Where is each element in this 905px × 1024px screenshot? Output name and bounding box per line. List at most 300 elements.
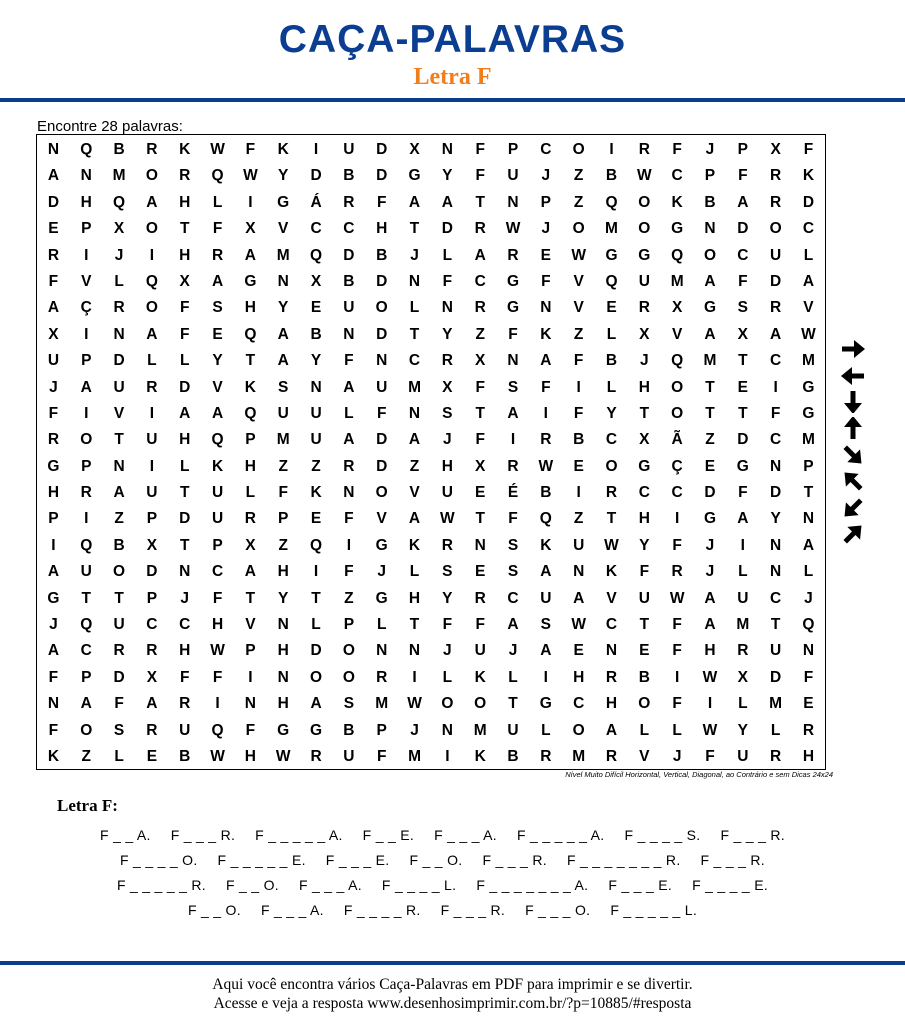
- grid-cell[interactable]: W: [538, 457, 554, 475]
- grid-cell[interactable]: O: [310, 668, 323, 686]
- grid-cell[interactable]: E: [803, 695, 814, 713]
- grid-cell[interactable]: J: [443, 431, 452, 449]
- grid-cell[interactable]: B: [113, 141, 125, 158]
- grid-cell[interactable]: I: [543, 404, 548, 422]
- grid-cell[interactable]: D: [704, 484, 716, 502]
- grid-cell[interactable]: I: [445, 747, 450, 765]
- grid-cell[interactable]: Z: [573, 167, 584, 185]
- grid-cell[interactable]: T: [639, 404, 650, 422]
- grid-cell[interactable]: J: [640, 352, 649, 370]
- grid-cell[interactable]: A: [47, 642, 60, 660]
- grid-cell[interactable]: F: [245, 141, 256, 158]
- grid-cell[interactable]: R: [737, 642, 749, 660]
- grid-cell[interactable]: G: [703, 299, 716, 317]
- grid-cell[interactable]: M: [736, 616, 750, 634]
- grid-cell[interactable]: W: [210, 642, 225, 660]
- grid-cell[interactable]: Z: [278, 536, 288, 554]
- grid-cell[interactable]: O: [572, 721, 585, 739]
- grid-cell[interactable]: S: [507, 378, 519, 396]
- grid-cell[interactable]: O: [145, 167, 158, 185]
- grid-cell[interactable]: R: [47, 431, 60, 449]
- grid-cell[interactable]: Q: [80, 536, 93, 554]
- grid-cell[interactable]: X: [639, 325, 650, 343]
- grid-cell[interactable]: J: [443, 642, 452, 660]
- grid-cell[interactable]: F: [803, 668, 814, 686]
- grid-cell[interactable]: T: [475, 193, 485, 211]
- grid-cell[interactable]: B: [638, 668, 650, 686]
- grid-cell[interactable]: A: [770, 325, 782, 343]
- grid-cell[interactable]: Ç: [671, 457, 683, 475]
- grid-cell[interactable]: H: [179, 246, 191, 264]
- grid-cell[interactable]: G: [638, 457, 651, 475]
- grid-cell[interactable]: P: [81, 457, 92, 475]
- grid-cell[interactable]: P: [81, 220, 92, 238]
- grid-cell[interactable]: G: [375, 589, 388, 607]
- grid-cell[interactable]: Z: [573, 325, 584, 343]
- grid-cell[interactable]: X: [671, 299, 683, 317]
- grid-cell[interactable]: U: [179, 721, 191, 739]
- grid-cell[interactable]: L: [541, 721, 551, 739]
- grid-cell[interactable]: Q: [244, 325, 257, 343]
- grid-cell[interactable]: N: [605, 642, 618, 660]
- grid-cell[interactable]: A: [80, 378, 92, 396]
- grid-cell[interactable]: E: [310, 510, 322, 528]
- grid-cell[interactable]: W: [275, 747, 291, 765]
- grid-cell[interactable]: G: [277, 193, 290, 211]
- grid-cell[interactable]: S: [113, 721, 125, 739]
- grid-cell[interactable]: T: [114, 431, 124, 449]
- grid-cell[interactable]: E: [606, 299, 617, 317]
- grid-cell[interactable]: F: [212, 220, 223, 238]
- grid-cell[interactable]: N: [277, 272, 289, 290]
- grid-cell[interactable]: F: [442, 616, 453, 634]
- grid-cell[interactable]: X: [48, 325, 59, 343]
- grid-cell[interactable]: M: [408, 747, 421, 765]
- grid-cell[interactable]: V: [113, 404, 125, 422]
- grid-cell[interactable]: K: [310, 484, 322, 502]
- grid-cell[interactable]: D: [47, 193, 60, 211]
- grid-cell[interactable]: X: [737, 325, 748, 343]
- grid-cell[interactable]: M: [605, 220, 618, 238]
- grid-cell[interactable]: H: [244, 299, 256, 317]
- grid-cell[interactable]: Y: [278, 299, 289, 317]
- grid-cell[interactable]: N: [540, 299, 552, 317]
- grid-cell[interactable]: R: [540, 747, 552, 765]
- grid-cell[interactable]: Z: [475, 325, 485, 343]
- grid-cell[interactable]: Z: [81, 747, 91, 765]
- grid-cell[interactable]: A: [179, 404, 191, 422]
- grid-cell[interactable]: Y: [278, 589, 289, 607]
- grid-cell[interactable]: D: [770, 484, 782, 502]
- grid-cell[interactable]: G: [244, 272, 257, 290]
- grid-cell[interactable]: W: [440, 510, 455, 528]
- grid-cell[interactable]: C: [605, 616, 618, 634]
- grid-cell[interactable]: T: [475, 510, 485, 528]
- grid-cell[interactable]: O: [605, 457, 618, 475]
- grid-cell[interactable]: H: [638, 378, 650, 396]
- grid-cell[interactable]: B: [343, 167, 355, 185]
- grid-cell[interactable]: R: [310, 747, 322, 765]
- grid-cell[interactable]: I: [149, 457, 155, 475]
- grid-cell[interactable]: F: [376, 404, 387, 422]
- grid-cell[interactable]: G: [47, 589, 60, 607]
- grid-cell[interactable]: T: [738, 404, 748, 422]
- grid-cell[interactable]: F: [179, 299, 190, 317]
- grid-cell[interactable]: Q: [211, 721, 224, 739]
- grid-cell[interactable]: L: [409, 299, 420, 317]
- grid-cell[interactable]: T: [409, 616, 420, 634]
- grid-cell[interactable]: U: [343, 299, 355, 317]
- grid-cell[interactable]: F: [245, 721, 256, 739]
- grid-cell[interactable]: G: [605, 246, 618, 264]
- grid-cell[interactable]: I: [149, 404, 155, 422]
- grid-cell[interactable]: W: [801, 325, 816, 343]
- grid-cell[interactable]: F: [48, 404, 59, 422]
- grid-cell[interactable]: L: [442, 668, 453, 686]
- grid-cell[interactable]: W: [571, 616, 586, 634]
- grid-cell[interactable]: K: [802, 167, 815, 185]
- grid-cell[interactable]: B: [343, 721, 355, 739]
- grid-cell[interactable]: G: [408, 167, 421, 185]
- grid-cell[interactable]: F: [508, 510, 518, 528]
- grid-cell[interactable]: S: [540, 616, 551, 634]
- grid-cell[interactable]: V: [573, 272, 584, 290]
- grid-cell[interactable]: O: [113, 563, 126, 581]
- grid-cell[interactable]: W: [505, 220, 521, 238]
- grid-cell[interactable]: I: [609, 141, 614, 158]
- grid-cell[interactable]: O: [703, 246, 716, 264]
- grid-cell[interactable]: L: [114, 747, 124, 765]
- grid-cell[interactable]: A: [540, 563, 552, 581]
- grid-cell[interactable]: U: [770, 642, 782, 660]
- grid-cell[interactable]: A: [474, 246, 486, 264]
- grid-cell[interactable]: P: [540, 193, 551, 211]
- grid-cell[interactable]: V: [376, 510, 387, 528]
- grid-cell[interactable]: A: [47, 167, 60, 185]
- grid-cell[interactable]: B: [113, 536, 125, 554]
- grid-cell[interactable]: A: [605, 721, 618, 739]
- grid-cell[interactable]: M: [473, 721, 487, 739]
- grid-cell[interactable]: X: [770, 141, 781, 158]
- grid-cell[interactable]: O: [145, 299, 158, 317]
- grid-cell[interactable]: J: [49, 616, 58, 634]
- grid-cell[interactable]: N: [277, 616, 289, 634]
- grid-cell[interactable]: Y: [442, 167, 453, 185]
- grid-cell[interactable]: X: [409, 141, 420, 158]
- grid-cell[interactable]: N: [573, 563, 585, 581]
- grid-cell[interactable]: Q: [145, 272, 158, 290]
- grid-cell[interactable]: A: [277, 352, 289, 370]
- grid-cell[interactable]: F: [344, 510, 354, 528]
- grid-cell[interactable]: B: [540, 484, 552, 502]
- grid-cell[interactable]: Y: [737, 721, 748, 739]
- grid-cell[interactable]: G: [736, 457, 749, 475]
- grid-cell[interactable]: U: [638, 272, 650, 290]
- grid-cell[interactable]: N: [179, 563, 191, 581]
- grid-cell[interactable]: Q: [671, 352, 684, 370]
- grid-cell[interactable]: U: [737, 589, 749, 607]
- grid-cell[interactable]: F: [672, 616, 682, 634]
- grid-cell[interactable]: D: [802, 193, 815, 211]
- grid-cell[interactable]: R: [802, 721, 815, 739]
- grid-cell[interactable]: A: [737, 510, 749, 528]
- grid-cell[interactable]: E: [737, 378, 748, 396]
- grid-cell[interactable]: R: [605, 484, 618, 502]
- footer-line-2[interactable]: Acesse e veja a resposta www.desenhosimprimir.com.br/?p=10885/#resposta: [213, 995, 692, 1012]
- grid-cell[interactable]: O: [342, 642, 355, 660]
- grid-cell[interactable]: X: [179, 272, 190, 290]
- grid-cell[interactable]: P: [737, 141, 748, 158]
- grid-cell[interactable]: A: [343, 378, 355, 396]
- grid-cell[interactable]: O: [638, 193, 651, 211]
- grid-cell[interactable]: P: [245, 431, 256, 449]
- grid-cell[interactable]: F: [672, 695, 682, 713]
- grid-cell[interactable]: L: [409, 563, 420, 581]
- grid-cell[interactable]: R: [540, 431, 552, 449]
- grid-cell[interactable]: Ç: [80, 299, 92, 317]
- grid-cell[interactable]: K: [408, 536, 421, 554]
- grid-cell[interactable]: Z: [344, 589, 354, 607]
- grid-cell[interactable]: F: [541, 272, 551, 290]
- grid-cell[interactable]: K: [474, 668, 486, 686]
- grid-cell[interactable]: J: [705, 141, 715, 158]
- grid-cell[interactable]: F: [179, 325, 190, 343]
- grid-cell[interactable]: H: [179, 193, 191, 211]
- grid-cell[interactable]: A: [211, 272, 224, 290]
- grid-cell[interactable]: S: [212, 299, 223, 317]
- grid-cell[interactable]: N: [770, 563, 782, 581]
- grid-cell[interactable]: J: [804, 589, 813, 607]
- grid-cell[interactable]: R: [376, 668, 388, 686]
- grid-cell[interactable]: N: [310, 378, 322, 396]
- grid-cell[interactable]: J: [705, 563, 715, 581]
- grid-cell[interactable]: T: [705, 404, 715, 422]
- grid-cell[interactable]: V: [639, 747, 650, 765]
- grid-cell[interactable]: P: [704, 167, 716, 185]
- grid-cell[interactable]: O: [145, 220, 158, 238]
- grid-cell[interactable]: L: [344, 404, 354, 422]
- grid-cell[interactable]: J: [180, 589, 190, 607]
- grid-cell[interactable]: P: [245, 642, 256, 660]
- grid-cell[interactable]: B: [605, 167, 618, 185]
- grid-cell[interactable]: K: [179, 141, 191, 158]
- grid-cell[interactable]: I: [543, 668, 548, 686]
- grid-cell[interactable]: I: [248, 193, 253, 211]
- grid-cell[interactable]: V: [671, 325, 683, 343]
- grid-cell[interactable]: F: [344, 563, 354, 581]
- grid-cell[interactable]: Y: [770, 510, 781, 528]
- grid-cell[interactable]: T: [179, 536, 190, 554]
- grid-cell[interactable]: Y: [442, 589, 453, 607]
- grid-cell[interactable]: X: [639, 431, 650, 449]
- grid-cell[interactable]: B: [179, 747, 191, 765]
- grid-cell[interactable]: S: [507, 536, 519, 554]
- grid-cell[interactable]: E: [639, 642, 650, 660]
- grid-cell[interactable]: L: [508, 668, 518, 686]
- grid-cell[interactable]: K: [211, 457, 224, 475]
- grid-cell[interactable]: X: [245, 536, 256, 554]
- grid-cell[interactable]: Q: [113, 193, 126, 211]
- grid-cell[interactable]: B: [605, 352, 618, 370]
- grid-cell[interactable]: G: [506, 272, 520, 290]
- grid-cell[interactable]: D: [343, 246, 355, 264]
- grid-cell[interactable]: D: [179, 510, 191, 528]
- grid-cell[interactable]: P: [81, 352, 92, 370]
- grid-cell[interactable]: L: [114, 272, 124, 290]
- grid-cell[interactable]: N: [47, 141, 60, 158]
- grid-cell[interactable]: É: [507, 484, 519, 502]
- grid-cell[interactable]: G: [47, 457, 60, 475]
- grid-cell[interactable]: B: [704, 193, 716, 211]
- grid-cell[interactable]: J: [410, 721, 419, 739]
- grid-cell[interactable]: U: [146, 484, 158, 502]
- grid-cell[interactable]: C: [80, 642, 92, 660]
- grid-cell[interactable]: F: [803, 141, 814, 158]
- grid-cell[interactable]: M: [375, 695, 389, 713]
- grid-cell[interactable]: G: [375, 536, 388, 554]
- grid-cell[interactable]: A: [802, 536, 815, 554]
- grid-cell[interactable]: J: [114, 246, 124, 264]
- grid-cell[interactable]: Z: [573, 193, 584, 211]
- grid-cell[interactable]: H: [277, 563, 289, 581]
- grid-cell[interactable]: X: [737, 668, 748, 686]
- grid-cell[interactable]: F: [573, 352, 584, 370]
- grid-cell[interactable]: Y: [212, 352, 223, 370]
- grid-cell[interactable]: W: [637, 167, 652, 185]
- grid-cell[interactable]: M: [802, 431, 815, 449]
- grid-cell[interactable]: L: [803, 246, 814, 264]
- grid-cell[interactable]: X: [442, 378, 453, 396]
- grid-cell[interactable]: G: [506, 299, 520, 317]
- grid-cell[interactable]: C: [671, 484, 683, 502]
- grid-cell[interactable]: P: [507, 141, 519, 158]
- grid-cell[interactable]: E: [48, 220, 59, 238]
- grid-cell[interactable]: A: [802, 272, 815, 290]
- grid-cell[interactable]: T: [475, 404, 485, 422]
- grid-cell[interactable]: U: [343, 141, 355, 158]
- grid-cell[interactable]: N: [770, 536, 782, 554]
- grid-cell[interactable]: E: [212, 325, 223, 343]
- grid-cell[interactable]: K: [47, 747, 60, 765]
- grid-cell[interactable]: B: [310, 325, 322, 343]
- grid-cell[interactable]: T: [705, 378, 715, 396]
- grid-cell[interactable]: I: [313, 563, 319, 581]
- grid-cell[interactable]: A: [704, 325, 716, 343]
- grid-cell[interactable]: N: [704, 220, 716, 238]
- grid-cell[interactable]: A: [113, 484, 125, 502]
- grid-cell[interactable]: A: [211, 404, 224, 422]
- grid-cell[interactable]: U: [80, 563, 92, 581]
- grid-cell[interactable]: V: [606, 589, 617, 607]
- grid-cell[interactable]: X: [475, 457, 486, 475]
- grid-cell[interactable]: L: [179, 457, 190, 475]
- grid-cell[interactable]: I: [412, 668, 417, 686]
- grid-cell[interactable]: A: [80, 695, 92, 713]
- grid-cell[interactable]: N: [507, 352, 519, 370]
- grid-cell[interactable]: N: [343, 325, 355, 343]
- grid-cell[interactable]: L: [803, 563, 814, 581]
- grid-cell[interactable]: A: [408, 510, 421, 528]
- grid-cell[interactable]: C: [770, 589, 782, 607]
- grid-cell[interactable]: R: [671, 563, 683, 581]
- grid-cell[interactable]: R: [179, 167, 191, 185]
- grid-cell[interactable]: C: [770, 352, 782, 370]
- grid-cell[interactable]: N: [113, 457, 125, 475]
- grid-cell[interactable]: N: [770, 457, 782, 475]
- grid-cell[interactable]: M: [769, 695, 783, 713]
- grid-cell[interactable]: X: [146, 668, 158, 686]
- grid-cell[interactable]: V: [278, 220, 289, 238]
- grid-cell[interactable]: F: [705, 747, 715, 765]
- grid-cell[interactable]: G: [802, 378, 815, 396]
- grid-cell[interactable]: L: [770, 721, 781, 739]
- grid-cell[interactable]: N: [408, 272, 421, 290]
- grid-cell[interactable]: K: [605, 563, 618, 581]
- grid-cell[interactable]: I: [576, 378, 581, 396]
- grid-cell[interactable]: A: [310, 695, 322, 713]
- grid-cell[interactable]: W: [604, 536, 619, 554]
- grid-cell[interactable]: E: [704, 457, 716, 475]
- grid-cell[interactable]: F: [48, 272, 59, 290]
- grid-cell[interactable]: D: [376, 457, 388, 475]
- grid-cell[interactable]: X: [475, 352, 486, 370]
- grid-cell[interactable]: A: [540, 642, 552, 660]
- grid-cell[interactable]: P: [803, 457, 814, 475]
- grid-cell[interactable]: N: [441, 141, 453, 158]
- grid-cell[interactable]: C: [211, 563, 224, 581]
- grid-cell[interactable]: L: [212, 193, 223, 211]
- grid-cell[interactable]: W: [243, 167, 258, 185]
- grid-cell[interactable]: R: [244, 510, 256, 528]
- grid-cell[interactable]: E: [475, 484, 486, 502]
- grid-cell[interactable]: O: [375, 299, 388, 317]
- grid-cell[interactable]: H: [47, 484, 60, 502]
- grid-cell[interactable]: J: [49, 378, 58, 396]
- grid-cell[interactable]: Q: [211, 167, 224, 185]
- grid-cell[interactable]: N: [113, 325, 125, 343]
- grid-cell[interactable]: S: [737, 299, 748, 317]
- grid-cell[interactable]: F: [114, 695, 124, 713]
- grid-cell[interactable]: D: [146, 563, 158, 581]
- grid-cell[interactable]: J: [541, 220, 551, 238]
- grid-cell[interactable]: A: [277, 325, 289, 343]
- grid-cell[interactable]: L: [245, 484, 256, 502]
- grid-cell[interactable]: C: [408, 352, 421, 370]
- grid-cell[interactable]: U: [310, 404, 322, 422]
- grid-cell[interactable]: U: [638, 589, 650, 607]
- grid-cell[interactable]: U: [277, 404, 289, 422]
- grid-cell[interactable]: D: [376, 431, 388, 449]
- grid-cell[interactable]: J: [410, 246, 419, 264]
- grid-cell[interactable]: R: [441, 352, 453, 370]
- grid-cell[interactable]: L: [442, 246, 453, 264]
- grid-cell[interactable]: W: [669, 589, 685, 607]
- grid-cell[interactable]: Y: [310, 352, 322, 370]
- grid-cell[interactable]: K: [671, 193, 683, 211]
- grid-cell[interactable]: T: [311, 589, 321, 607]
- grid-cell[interactable]: C: [474, 272, 486, 290]
- grid-cell[interactable]: Q: [211, 431, 224, 449]
- grid-cell[interactable]: D: [113, 668, 125, 686]
- grid-cell[interactable]: C: [638, 484, 650, 502]
- grid-cell[interactable]: X: [245, 220, 256, 238]
- grid-cell[interactable]: T: [245, 352, 256, 370]
- grid-cell[interactable]: L: [639, 721, 650, 739]
- grid-cell[interactable]: R: [474, 220, 486, 238]
- grid-cell[interactable]: Z: [114, 510, 124, 528]
- grid-cell[interactable]: U: [146, 431, 158, 449]
- grid-cell[interactable]: P: [48, 510, 59, 528]
